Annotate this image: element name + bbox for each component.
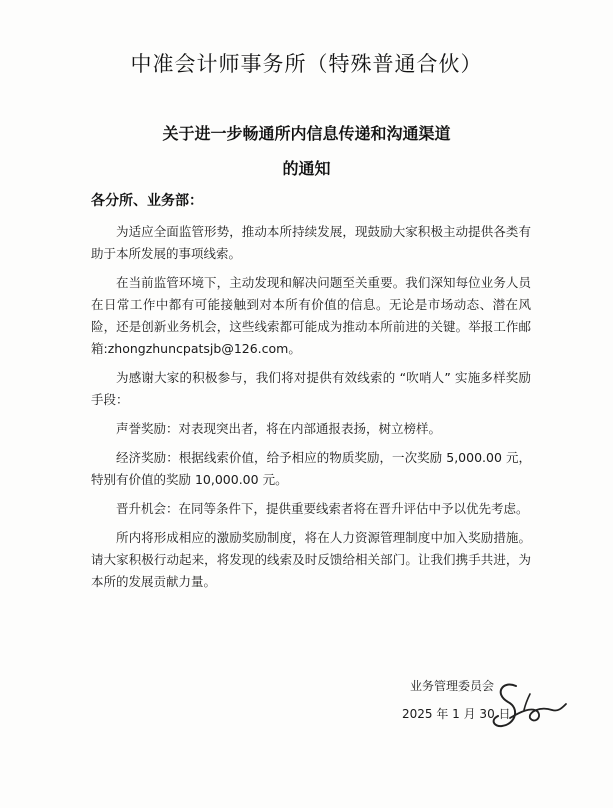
- paragraph-rewards-intro: 为感谢大家的积极参与，我们将对提供有效线索的 “吹哨人” 实施多样奖励手段：: [91, 370, 531, 407]
- notice-body: [91, 221, 531, 600]
- paragraph-purpose: 为适应全面监管形势，推动本所持续发展，现鼓励大家积极主动提供各类有助于本所发展的事项线索。: [91, 224, 531, 261]
- paragraph-promotion-opportunity: 晋升机会：在同等条件下，提供重要线索者将在晋升评估中予以优先考虑。: [116, 501, 529, 516]
- paragraph-reputation-reward: 声誉奖励：对表现突出者，将在内部通报表扬，树立榜样。: [116, 421, 442, 436]
- paragraph-context: 在当前监管环境下，主动发现和解决问题至关重要。我们深知每位业务人员在日常工作中都有可能接触到对本所有价值的信息。无论是市场动态、潜在风险，还是创新业务机会，这些线索都可能成为推动本所前进的关键。举报工作邮箱:zhongzhuncpatsjb@126.com。: [91, 275, 531, 356]
- paragraph-financial-reward: 经济奖励：根据线索价值，给予相应的物质奖励，一次奖励 5,000.00 元，特别有价值的奖励 10,000.00 元。: [91, 450, 531, 487]
- organization-title: 中准会计师事务所（特殊普通合伙）: [130, 52, 483, 76]
- signatory-committee: 业务管理委员会: [410, 679, 495, 693]
- handwritten-signature-icon: [480, 672, 570, 732]
- salutation: 各分所、业务部：: [91, 193, 203, 209]
- notice-title-line-1: 关于进一步畅通所内信息传递和沟通渠道: [162, 124, 451, 143]
- paragraph-closing: 所内将形成相应的激励奖励制度，将在人力资源管理制度中加入奖励措施。请大家积极行动起来，将发现的线索及时反馈给相关部门。让我们携手共进，为本所的发展贡献力量。: [91, 530, 531, 589]
- signature-date: 2025 年 1 月 30 日: [402, 707, 511, 721]
- notice-title-line-2: 的通知: [282, 159, 331, 178]
